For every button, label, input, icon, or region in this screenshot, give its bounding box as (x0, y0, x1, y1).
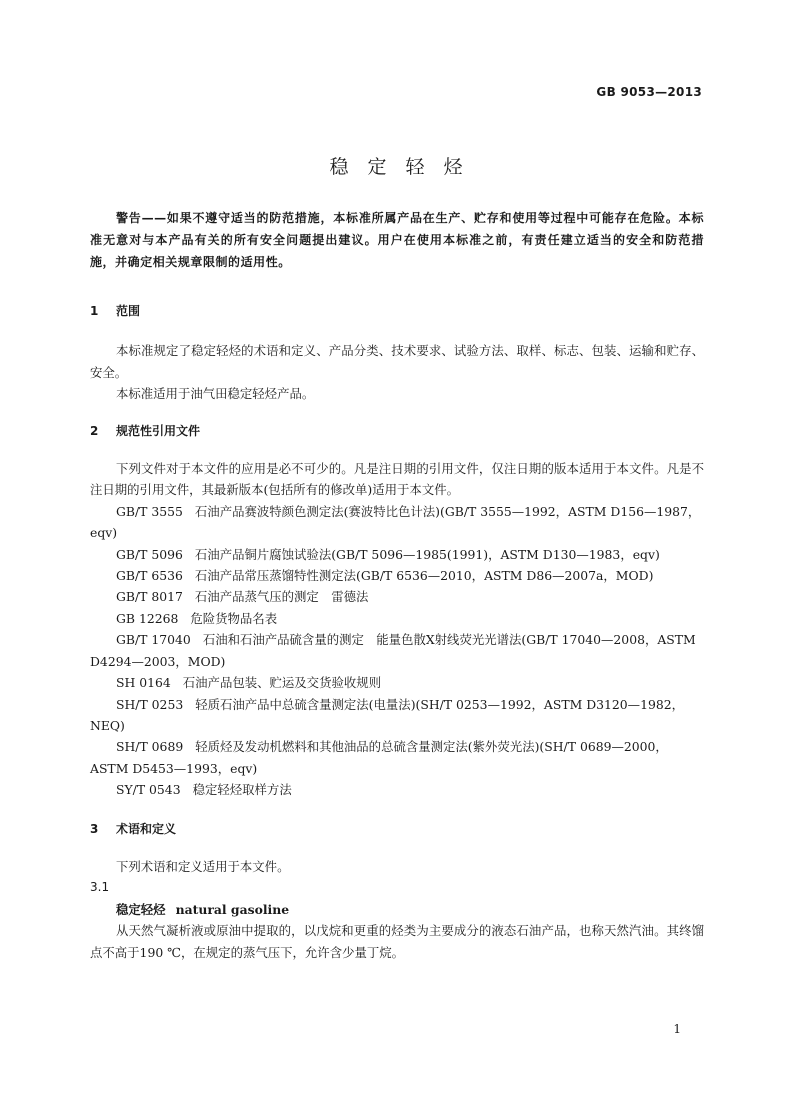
references-block (90, 458, 704, 801)
reference-item (90, 779, 704, 800)
scope-paragraph: 本标准适用于油气田稳定轻烃产品。 (116, 386, 315, 402)
page-number: 1 (673, 1022, 681, 1036)
section-number: 2 (90, 423, 99, 438)
reference-code: SH/T 0689 (116, 739, 184, 755)
reference-item (90, 565, 704, 586)
reference-text: 石油产品包装、贮运及交货验收规则 (182, 675, 382, 691)
terms-block (90, 856, 704, 963)
reference-item (90, 672, 704, 693)
term-entry (90, 899, 704, 920)
reference-item (90, 694, 704, 737)
clause-number: 3.1 (90, 880, 110, 895)
section-title: 术语和定义 (116, 821, 177, 836)
document-body (90, 207, 704, 963)
reference-item (90, 736, 704, 779)
term-english: natural gasoline (175, 901, 290, 917)
term-definition: 从天然气凝析液或原油中提取的，以戊烷和更重的烃类为主要成分的液态石油产品，也称天然汽油。其终馏点不高于190 ℃，在规定的蒸气压下，允许含少量丁烷。 (90, 923, 704, 960)
terms-intro: 下列术语和定义适用于本文件。 (116, 858, 290, 874)
reference-text: 轻质烃及发动机燃料和其他油品的总硫含量测定法(紫外荧光法)(SH/T 0689—2000，ASTM D5453—1993，eqv) (90, 739, 668, 776)
section-heading-references (90, 421, 704, 442)
reference-text: 石油产品蒸气压的测定 雷德法 (194, 589, 369, 605)
reference-code: GB/T 17040 (116, 632, 191, 648)
warning-paragraph: 警告——如果不遵守适当的防范措施，本标准所属产品在生产、贮存和使用等过程中可能存在危险。本标准无意对与本产品有关的所有安全问题提出建议。用户在使用本标准之前，有责任建立适当的安全和防范措施，并确定相关规章限制的适用性。 (90, 211, 704, 269)
standard-number: GB 9053—2013 (596, 85, 702, 99)
section-heading-terms (90, 819, 704, 840)
section-title: 规范性引用文件 (116, 423, 201, 438)
term-chinese: 稳定轻烃 (116, 901, 166, 917)
reference-text: 稳定轻烃取样方法 (192, 782, 292, 798)
reference-text: 石油产品常压蒸馏特性测定法(GB/T 6536—2010，ASTM D86—2007a，MOD) (194, 568, 654, 584)
reference-text: 石油产品赛波特颜色测定法(赛波特比色计法)(GB/T 3555—1992，ASTM D156—1987，eqv) (90, 503, 701, 541)
reference-code: GB/T 6536 (116, 568, 183, 584)
reference-code: GB/T 8017 (116, 589, 183, 605)
reference-item (90, 501, 704, 544)
reference-item (90, 629, 704, 672)
scope-block (90, 340, 704, 404)
reference-code: GB/T 3555 (116, 503, 183, 519)
references-intro: 下列文件对于本文件的应用是必不可少的。凡是注日期的引用文件，仅注日期的版本适用于本文件。凡是不注日期的引用文件，其最新版本(包括所有的修改单)适用于本文件。 (90, 461, 704, 498)
reference-item (90, 586, 704, 607)
section-number: 3 (90, 821, 99, 836)
reference-code: SY/T 0543 (116, 782, 181, 798)
reference-text: 石油和石油产品硫含量的测定 能量色散X射线荧光光谱法(GB/T 17040—2008，ASTM D4294—2003，MOD) (90, 632, 696, 669)
reference-code: GB/T 5096 (116, 546, 183, 562)
reference-code: SH/T 0253 (116, 696, 184, 712)
reference-item (90, 544, 704, 565)
document-title: 稳定轻烃 (329, 156, 482, 178)
reference-item (90, 608, 704, 629)
reference-text: 轻质石油产品中总硫含量测定法(电量法)(SH/T 0253—1992，ASTM D3120—1982，NEQ) (90, 696, 684, 733)
section-title: 范围 (116, 304, 141, 318)
section-number: 1 (90, 304, 99, 318)
scope-paragraph: 本标准规定了稳定轻烃的术语和定义、产品分类、技术要求、试验方法、取样、标志、包装、运输和贮存、安全。 (90, 343, 704, 380)
reference-text: 危险货物品名表 (190, 610, 278, 626)
section-heading-scope (90, 301, 704, 322)
reference-code: SH 0164 (116, 675, 171, 691)
reference-code: GB 12268 (116, 610, 179, 626)
reference-text: 石油产品铜片腐蚀试验法(GB/T 5096—1985(1991)，ASTM D130—1983，eqv) (194, 546, 660, 562)
